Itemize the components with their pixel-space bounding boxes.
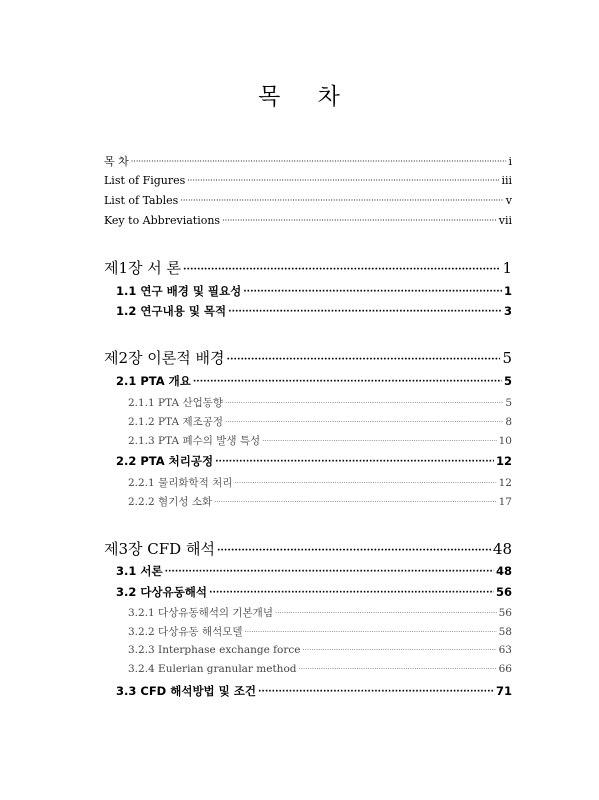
dot-leader xyxy=(209,588,494,598)
toc-entry-page: 56 xyxy=(498,607,512,619)
dot-leader xyxy=(234,479,496,487)
toc-section-3-2[interactable] xyxy=(116,584,512,600)
dot-leader xyxy=(299,665,497,673)
dot-leader xyxy=(180,196,503,205)
toc-entry-page: 5 xyxy=(503,374,512,388)
toc-entry-label: Key to Abbreviations xyxy=(104,214,221,227)
toc-subsection-3-2-3[interactable] xyxy=(128,644,512,656)
dot-leader xyxy=(193,377,502,387)
toc-entry-list-of-figures[interactable] xyxy=(104,174,512,187)
toc-entry-label: 3.2 다상유동해석 xyxy=(116,585,208,599)
dot-leader xyxy=(131,157,507,166)
toc-entry-page: 12 xyxy=(498,477,512,489)
toc-section-2-1[interactable] xyxy=(116,373,512,389)
toc-entry-label: List of Tables xyxy=(104,194,179,207)
toc-entry-label: 1.2 연구내용 및 목적 xyxy=(116,304,227,318)
toc-entry-label: 제2장 이론적 배경 xyxy=(104,349,225,367)
toc-chapter-2[interactable] xyxy=(104,347,512,368)
dot-leader xyxy=(227,354,501,365)
dot-leader xyxy=(215,457,494,467)
toc-chapter-1[interactable] xyxy=(104,257,512,278)
toc-entry-label: 제1장 서 론 xyxy=(104,259,182,277)
dot-leader xyxy=(214,498,497,506)
toc-entry-label: List of Figures xyxy=(104,174,186,187)
dot-leader xyxy=(225,399,503,407)
dot-leader xyxy=(187,176,499,185)
toc-subsection-2-2-1[interactable] xyxy=(128,475,512,490)
toc-section-1-1[interactable] xyxy=(116,283,512,299)
dot-leader xyxy=(165,567,494,577)
dot-leader xyxy=(243,287,502,297)
dot-leader xyxy=(183,264,500,275)
dot-leader xyxy=(228,307,502,317)
toc-entry-abbreviations[interactable] xyxy=(104,214,512,227)
toc-entry-label: 2.1.3 PTA 폐수의 발생 특성 xyxy=(128,435,261,447)
toc-entry-page: 1 xyxy=(503,284,512,298)
toc-entry-label: 3.3 CFD 해석방법 및 조건 xyxy=(116,684,256,698)
toc-entry-label: 2.2.2 혐기성 소화 xyxy=(128,496,213,508)
toc-subsection-2-1-1[interactable] xyxy=(128,395,512,410)
toc-section-3-3[interactable] xyxy=(116,683,512,699)
toc-entry-page: iii xyxy=(501,174,512,187)
toc-entry-list-of-tables[interactable] xyxy=(104,194,512,207)
toc-entry-page: 3 xyxy=(503,304,512,318)
dot-leader xyxy=(262,437,496,445)
toc-entry-page: 48 xyxy=(492,540,512,558)
toc-entry-label: 2.1 PTA 개요 xyxy=(116,374,191,388)
toc-entry-label: 목 차 xyxy=(104,155,129,168)
toc-entry-label: 3.2.3 Interphase exchange force xyxy=(128,644,301,656)
toc-subsection-2-1-3[interactable] xyxy=(128,433,512,448)
toc-entry-page: i xyxy=(508,155,512,168)
toc-subsection-2-2-2[interactable] xyxy=(128,494,512,509)
dot-leader xyxy=(303,646,497,654)
toc-entry-page: vii xyxy=(498,214,512,227)
dot-leader xyxy=(225,418,503,426)
toc-subsection-2-1-2[interactable] xyxy=(128,414,512,429)
dot-leader xyxy=(222,216,497,225)
toc-section-2-2[interactable] xyxy=(116,453,512,469)
toc-entry-label: 제3장 CFD 해석 xyxy=(104,540,215,558)
toc-subsection-3-2-1[interactable] xyxy=(128,605,512,620)
toc-entry-label: 3.2.2 다상유동 해석모델 xyxy=(128,626,243,638)
toc-entry-label: 1.1 연구 배경 및 필요성 xyxy=(116,284,242,298)
toc-entry-page: 48 xyxy=(495,564,512,578)
toc-entry-page: 5 xyxy=(502,349,512,367)
toc-entry-page: v xyxy=(505,194,512,207)
toc-entry-page: 10 xyxy=(498,435,512,447)
toc-entry-label: 3.2.1 다상유동해석의 기본개념 xyxy=(128,607,273,619)
toc-entry-label: 3.2.4 Eulerian granular method xyxy=(128,663,297,675)
toc-entry-page: 71 xyxy=(495,684,512,698)
toc-entry-front-contents[interactable] xyxy=(104,153,512,169)
toc-entry-label: 2.2.1 물리화학적 처리 xyxy=(128,477,233,489)
toc-subsection-3-2-2[interactable] xyxy=(128,624,512,639)
toc-entry-page: 5 xyxy=(505,397,512,409)
toc-entry-label: 2.2 PTA 처리공정 xyxy=(116,454,214,468)
toc-section-3-1[interactable] xyxy=(116,563,512,579)
toc-section-1-2[interactable] xyxy=(116,303,512,319)
toc-entry-page: 63 xyxy=(498,644,512,656)
toc-subsection-3-2-4[interactable] xyxy=(128,663,512,675)
toc-entry-page: 58 xyxy=(498,626,512,638)
toc-entry-page: 66 xyxy=(498,663,512,675)
toc-entry-label: 3.1 서론 xyxy=(116,564,163,578)
dot-leader xyxy=(245,628,497,636)
dot-leader xyxy=(275,609,497,617)
toc-entry-label: 2.1.1 PTA 산업동향 xyxy=(128,397,224,409)
toc-entry-page: 17 xyxy=(498,496,512,508)
toc-entry-page: 12 xyxy=(495,454,512,468)
toc-entry-label: 2.1.2 PTA 제조공정 xyxy=(128,416,224,428)
dot-leader xyxy=(258,687,494,697)
page-title: 목 차 xyxy=(258,84,341,110)
toc-entry-page: 8 xyxy=(505,416,512,428)
toc-entry-page: 56 xyxy=(495,585,512,599)
dot-leader xyxy=(217,545,491,556)
toc-chapter-3[interactable] xyxy=(104,538,512,559)
toc-entry-page: 1 xyxy=(502,259,512,277)
